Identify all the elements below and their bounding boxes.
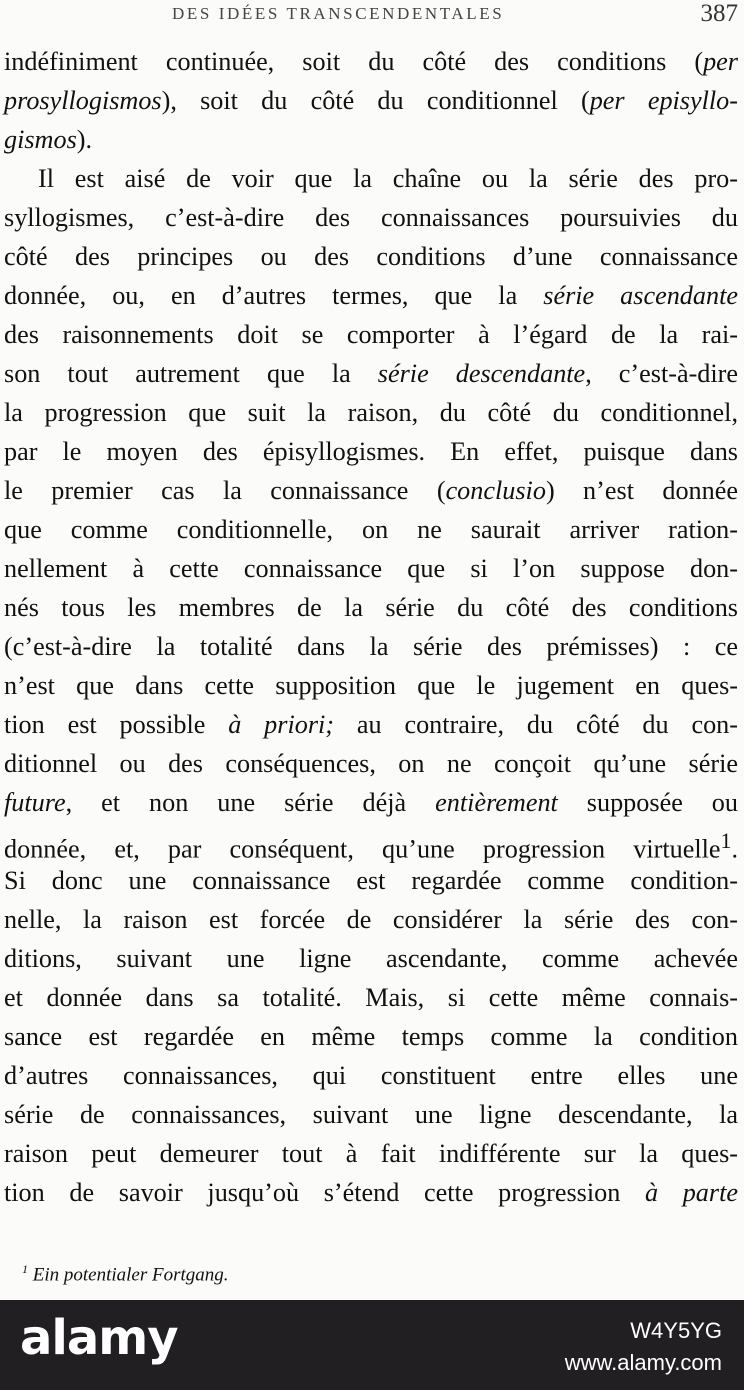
text-line: des raisonnements doit se comporter à l’égard de la rai- <box>4 320 738 349</box>
text-line: n’est que dans cette supposition que le jugement en ques- <box>4 671 738 700</box>
text-line: Si donc une connaissance est regardée comme condition- <box>4 866 738 895</box>
text-line: gismos). <box>4 125 93 154</box>
text-line: sance est regardée en même temps comme la condition <box>4 1022 738 1051</box>
text-line: série de connaissances, suivant une ligne descendante, la <box>4 1100 738 1129</box>
text-line: donnée, ou, en d’autres termes, que la série ascendante <box>4 281 738 310</box>
watermark-bar <box>0 1300 744 1390</box>
text-line: syllogismes, c’est-à-dire des connaissances poursuivies du <box>4 203 738 232</box>
running-head <box>0 2 744 28</box>
text-line: tion de savoir jusqu’où s’étend cette progression à parte <box>4 1178 738 1207</box>
text-line: son tout autrement que la série descendante, c’est-à-dire <box>4 359 738 388</box>
text-line: la progression que suit la raison, du côté du conditionnel, <box>4 398 738 427</box>
text-line: le premier cas la connaissance (conclusio) n’est donnée <box>4 476 738 505</box>
footnote <box>22 1262 229 1286</box>
text-line: et donnée dans sa totalité. Mais, si cette même connais- <box>4 983 738 1012</box>
text-line: que comme conditionnelle, on ne saurait arriver ration- <box>4 515 738 544</box>
text-line: raison peut demeurer tout à fait indifférente sur la ques- <box>4 1139 738 1168</box>
footnote-mark: 1 <box>22 1262 28 1276</box>
body-text <box>4 42 738 1212</box>
text-line: d’autres connaissances, qui constituent entre elles une <box>4 1061 738 1090</box>
text-line: (c’est-à-dire la totalité dans la série des prémisses) : ce <box>4 632 738 661</box>
text-line: ditionnel ou des conséquences, on ne conçoit qu’une série <box>4 749 738 778</box>
footnote-ref: 1 <box>720 829 732 853</box>
page-number: 387 <box>700 0 738 27</box>
text-line: nellement à cette connaissance que si l’on suppose don- <box>4 554 738 583</box>
text-line: nés tous les membres de la série du côté des conditions <box>4 593 738 622</box>
text-line: par le moyen des épisyllogismes. En effet, puisque dans <box>4 437 738 466</box>
running-title: DES IDÉES TRANSCENDENTALES <box>172 4 505 23</box>
text-line: tion est possible à priori; au contraire, du côté du con- <box>4 710 738 739</box>
watermark-url: www.alamy.com <box>564 1350 722 1375</box>
footnote-text: Ein potentialer Fortgang. <box>32 1264 229 1286</box>
watermark-logo: alamy <box>20 1310 178 1366</box>
text-line: indéfiniment continuée, soit du côté des conditions (per <box>4 47 738 76</box>
text-line: côté des principes ou des conditions d’une connaissance <box>4 242 738 271</box>
paragraph-start: Il est aisé de voir que la chaîne ou la série des pro- <box>38 164 738 193</box>
text-line: prosyllogismos), soit du côté du conditionnel (per episyllo- <box>4 86 738 115</box>
watermark-image-id: W4Y5YG <box>630 1318 722 1343</box>
text-line: ditions, suivant une ligne ascendante, comme achevée <box>4 944 738 973</box>
text-line: nelle, la raison est forcée de considérer la série des con- <box>4 905 738 934</box>
text-line: donnée, et, par conséquent, qu’une progression virtuelle$^1$. <box>4 829 738 864</box>
text-line: future, et non une série déjà entièrement supposée ou <box>4 788 738 817</box>
